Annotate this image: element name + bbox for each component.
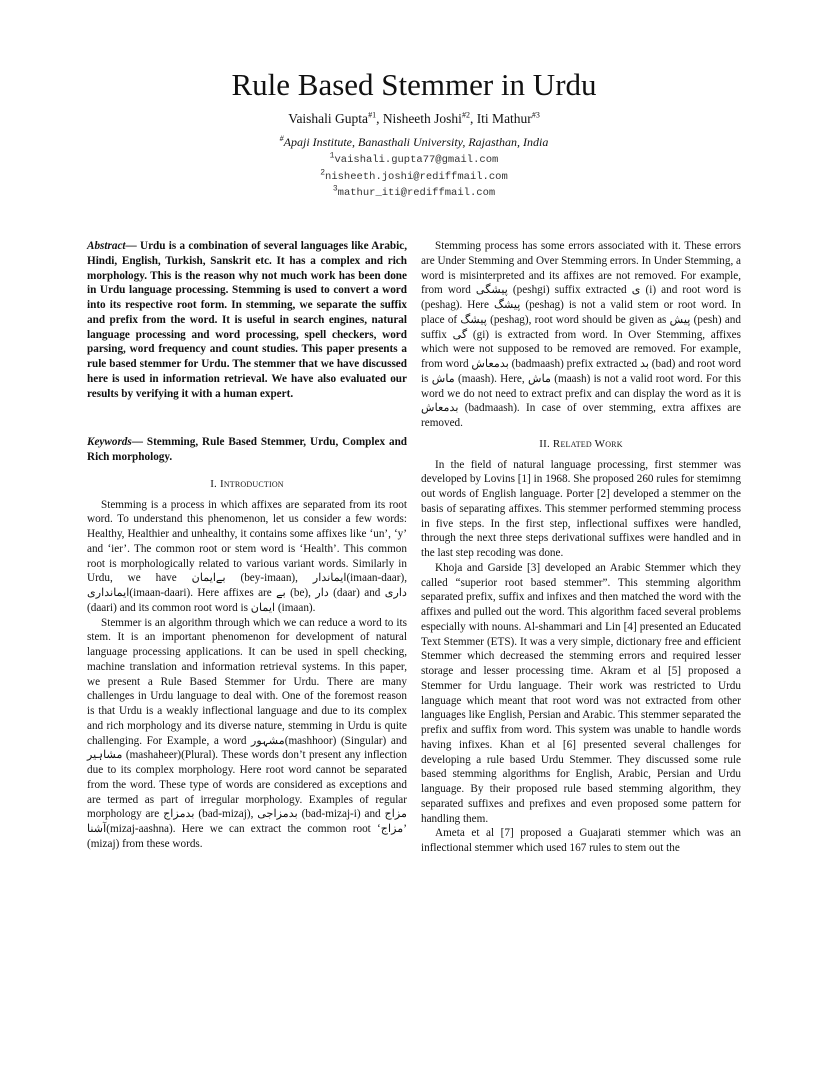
stemming-errors-paragraph: Stemming process has some errors associated with it. These errors are Under Stemming and Over Stemming errors. In Under Stemming, a word is misinterpreted and its affixes are not removed. For example, from word پیشگی (peshgi) suffix extracted ی (i) and root word is (peshag). Here پیشگ (peshag) is not a valid stem or root word. In place of پیشگ (peshag), root word should be given as پیش (pesh) and suffix گی (gi) is extracted from word. In Over Stemming, affixes which were not supposed to be removed are removed. For example, from word بدمعاش (badmaash) prefix extracted بد (bad) and root word is ماش (maash). Here, ماش (maash) is not a valid root word. For this word we do not need to extract prefix and can display the word as it is بدمعاش (badmaash). In case of over stemming, extra affixes are removed. (421, 240, 742, 429)
email-mark: 2 (320, 168, 326, 177)
section-number: II. (539, 437, 553, 450)
intro-paragraph-2: Stemmer is an algorithm through which we can reduce a word to its stem. It is an important phenomenon for development of natural language processing applications. It can be used in spell checking, machine translation and information retrieval systems. In this paper, we present a Rule Based Stemmer for Urdu. There are many challenges in Urdu language to deal with. One of the foremost reason is that Urdu is a weakly inflectional language and due to its complex and rich morphology and its diverse nature, stemming in Urdu is quite challenging. For Example, a word مشہور(mashhoor) (Singular) and مشاہیر (mashaheer)(Plural). These words don’t present any inflection due to its complex morphology. Here root word cannot be separated from the word. These type of words are considered as exceptions and are termed as part of irregular morphology. Examples of regular morphology are بدمزاج (bad-mizaj), بدمزاجی (bad-mizaj-i) and مزاج آشنا(mizaj-aashna). Here we can extract the common root ‘مزاج’ (mizaj) from these words. (87, 616, 408, 850)
email-address[interactable]: vaishali.gupta77@gmail.com (334, 154, 499, 166)
related-paragraph-3: Ameta et al [7] proposed a Guajarati stemmer which was an inflectional stemmer which used 167 rules to stem out the (421, 827, 741, 854)
author-separator: , (469, 111, 477, 126)
email-mark: 3 (332, 184, 338, 194)
related-paragraph-1: In the field of natural language processing, first stemmer was developed by Lovins [1] in 1968. She proposed 260 rules for stemimng out words of English language. Porter [2] developed a stemmer on the basis of separating affixes. This stemmer performed stemming process in five steps. In the first step, inflectional suffixes were handled, through the next three steps derivational suffixes were handled and in the last step recoding was done. (421, 458, 741, 559)
right-column (421, 239, 741, 856)
author-line (0, 110, 828, 128)
keywords (87, 435, 407, 465)
author-separator: , (376, 111, 383, 126)
abstract-lead: Abstract (87, 240, 126, 252)
section-title: Related Work (552, 437, 623, 450)
section-title: Introduction (219, 477, 284, 490)
left-column (87, 239, 407, 852)
email-list (0, 152, 828, 202)
email-entry[interactable] (0, 169, 828, 186)
email-address[interactable]: nisheeth.joshi@rediffmail.com (325, 170, 508, 183)
email-entry[interactable] (0, 152, 828, 169)
email-entry[interactable] (0, 185, 828, 202)
email-mark: 1 (329, 151, 335, 161)
author-2: Nisheeth Joshi (382, 111, 462, 126)
author-1-mark: #1 (368, 110, 377, 120)
email-address[interactable]: mathur_iti@rediffmail.com (337, 187, 496, 199)
keywords-text: Stemming, Rule Based Stemmer, Urdu, Complex and Rich morphology. (87, 436, 408, 463)
section-heading-related-work (421, 437, 741, 452)
keywords-dash: — (131, 436, 147, 449)
keywords-lead: Keywords (87, 436, 132, 449)
related-paragraph-2: Khoja and Garside [3] developed an Arabic Stemmer which they called “superior root based stemmer”. This stemming algorithm separated prefix, suffix and infixes and then matched the word with the affixes and pulled out the word. This algorithm faced several problems especially with nouns. Al-shammari and Lin [4] presented an Educated Text Stemmer (ETS). It was a very simple, dictionary free and efficient Stemmer which decreased the stemming errors and required lesser storage and lesser processing time. Akram et al [5] proposed a Stemmer for Urdu language. Their work was restricted to Urdu language which meant that root word was not extracted from other languages like English, Persian and Arabic. This stemmer separated the prefix and suffix from word. This system was unable to handle words having infixes. Khan et al [6] presented several challenges for developing a rule based Urdu Stemmer. They discussed some rule based stemming algorithms for English, Arabic, Persian and Urdu language. By their proposed rule based stemming algorithm, they separated suffixes and prefixes and even proposed some pattern for handling them. (421, 561, 741, 825)
abstract (87, 239, 407, 401)
author-2-mark: #2 (461, 110, 470, 120)
abstract-dash: — (125, 240, 141, 252)
affiliation (0, 134, 828, 150)
intro-paragraph-1: Stemming is a process in which affixes are separated from its root word. To understand this phenomenon, let us consider a few words: Healthy, Healthier and unhealthy, it contains some affixes like ‘un’, ‘y’ and ‘ier’. The common root or stem word is ‘Health’. This common root is morphologically related to various variant words. Similarly in Urdu, we have بےایمان (bey-imaan), ایماندار(imaan-daar), ایمانداری(imaan-daari). Here affixes are بے (be), دار (daar) and داری (daari) and its common root word is ایمان (imaan). (87, 498, 408, 614)
abstract-text: Urdu is a combination of several languages like Arabic, Hindi, English, Turkish, Sanskrit etc. It has a complex and rich morphology. This is the reason why not much work has been done in Urdu language processing. Stemming is used to convert a word into its respective root form. In stemming, we separate the suffix and prefix from the word. It is useful in search engines, natural language processing and word processing, spell checkers, word parsing, word frequency and count studies. This paper presents a rule based stemmer for Urdu. The stemmer that we have discussed here is used in information retrieval. We have also evaluated our results by verifying it with a human expert. (87, 240, 408, 400)
author-3-mark: #3 (531, 110, 540, 120)
paper-title: Rule Based Stemmer in Urdu (231, 67, 597, 102)
author-3: Iti Mathur (476, 111, 532, 126)
author-1: Vaishali Gupta (288, 111, 369, 126)
section-number: I. (210, 477, 220, 490)
section-heading-introduction (87, 477, 407, 492)
affiliation-text: Apaji Institute, Banasthali University, Rajasthan, India (283, 135, 549, 149)
affiliation-mark: # (279, 134, 284, 143)
